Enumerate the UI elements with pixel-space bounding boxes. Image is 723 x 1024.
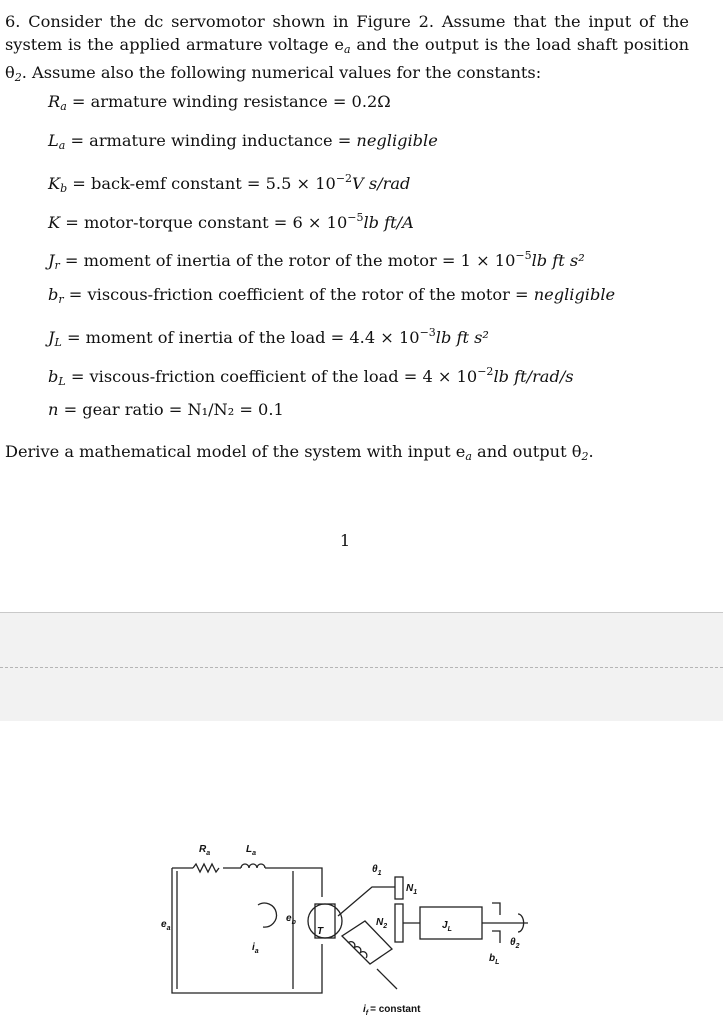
constant-text: = armature winding resistance = 0.2Ω xyxy=(66,92,391,111)
constant-row xyxy=(48,245,698,284)
motor-shaft xyxy=(338,887,395,916)
constant-symbol: R xyxy=(48,92,61,111)
constant-unit: V s/rad xyxy=(352,174,411,193)
inductor-symbol xyxy=(241,864,265,868)
constant-value: negligible xyxy=(356,130,438,150)
constant-exponent: −2 xyxy=(477,364,494,378)
page-gap xyxy=(0,612,723,722)
label-jl: $J_L$ xyxy=(442,920,452,933)
constant-text: = gear ratio = N₁/N₂ = 0.1 xyxy=(58,400,284,419)
label-torque: T xyxy=(317,926,324,937)
task-text: Derive a mathematical model of the system with input e xyxy=(5,442,466,461)
constant-unit: lb ft s² xyxy=(435,328,489,347)
constant-exponent: −3 xyxy=(419,326,436,339)
constant-row xyxy=(48,168,698,207)
task-end-text: . xyxy=(588,442,594,461)
servomotor-diagram xyxy=(0,721,723,1024)
constant-subscript: r xyxy=(58,292,64,306)
field-coil-lead xyxy=(377,969,397,989)
label-bl: $b_L$ xyxy=(489,953,500,966)
task-subscript-2: 2 xyxy=(581,450,589,463)
constant-exponent: −2 xyxy=(335,172,353,185)
constant-symbol: n xyxy=(48,400,59,419)
label-theta2: $\theta_2$ xyxy=(510,937,520,950)
constant-subscript: a xyxy=(58,138,66,152)
constant-text: = moment of inertia of the load = 4.4 × 10 xyxy=(61,328,420,347)
label-ra: $R_a$ xyxy=(199,844,211,857)
label-n2: $N_2$ xyxy=(376,917,388,930)
constant-exponent: −5 xyxy=(347,210,364,224)
load-inertia-block xyxy=(420,907,482,939)
current-arrow xyxy=(258,903,276,927)
constant-subscript: L xyxy=(58,374,66,388)
label-n1: $N_1$ xyxy=(406,883,418,896)
gear-n2 xyxy=(395,904,403,942)
page-number: 1 xyxy=(339,531,351,550)
constant-subscript: b xyxy=(60,182,68,195)
task-subscript: a xyxy=(465,450,472,463)
intro-mid-text: and the output is the load shaft position θ xyxy=(5,35,689,82)
label-la: $L_a$ xyxy=(246,844,257,857)
problem-intro xyxy=(5,10,689,89)
intro-text: 6. Consider the dc servomotor shown in Figure 2. Assume that the input of the system is the applied armature voltage e xyxy=(5,12,689,54)
label-theta1: $\theta_1$ xyxy=(372,864,382,877)
constants-list xyxy=(48,91,698,438)
constant-symbol: b xyxy=(48,366,59,386)
constant-text: = viscous-friction coefficient of the rotor of the motor = xyxy=(63,284,534,304)
label-eb: $e_b$ xyxy=(286,913,296,926)
constant-row xyxy=(48,207,698,246)
constant-symbol: J xyxy=(48,328,55,347)
constant-unit: lb ft/rad/s xyxy=(493,366,574,386)
constant-subscript: a xyxy=(60,100,67,113)
constant-row xyxy=(48,322,698,361)
constant-row xyxy=(48,91,698,130)
constant-text: = motor-torque constant = 6 × 10 xyxy=(60,212,348,232)
constant-exponent: −5 xyxy=(515,249,532,262)
label-field-current: $i_f$ = constant xyxy=(363,1004,421,1017)
constant-subscript: r xyxy=(54,259,60,272)
constant-text: = armature winding inductance = xyxy=(65,130,357,150)
constant-symbol: K xyxy=(48,174,61,193)
constant-symbol: L xyxy=(48,130,59,150)
intro-subscript-2: 2 xyxy=(14,71,22,84)
motor-armature xyxy=(308,904,342,938)
constant-text: = viscous-friction coefficient of the load = 4 × 10 xyxy=(65,366,478,386)
constant-symbol: b xyxy=(48,284,59,304)
servomotor-figure xyxy=(0,721,723,1024)
constant-text: = back-emf constant = 5.5 × 10 xyxy=(67,174,336,193)
intro-end-text: . Assume also the following numerical values for the constants: xyxy=(21,63,542,82)
circuit-bottom-wire xyxy=(172,868,322,993)
constant-row xyxy=(48,361,698,400)
task-mid-text: and output θ xyxy=(471,442,582,461)
label-ia: $i_a$ xyxy=(252,942,259,955)
resistor-symbol xyxy=(193,864,219,872)
label-ea: $e_a$ xyxy=(161,919,171,932)
problem-task xyxy=(5,440,705,468)
constant-row xyxy=(48,284,698,323)
constant-text: = moment of inertia of the rotor of the motor = 1 × 10 xyxy=(59,251,516,270)
constant-row xyxy=(48,130,698,169)
constant-symbol: K xyxy=(48,212,61,232)
intro-subscript: a xyxy=(343,43,351,56)
constant-subscript: L xyxy=(54,336,62,349)
page-break-divider xyxy=(0,667,723,668)
constant-value: negligible xyxy=(533,284,616,304)
constant-unit: lb ft s² xyxy=(531,251,585,270)
constant-unit: lb ft/A xyxy=(363,212,414,232)
constant-row xyxy=(48,399,698,438)
constant-symbol: J xyxy=(48,251,55,270)
gear-n1 xyxy=(395,877,403,899)
